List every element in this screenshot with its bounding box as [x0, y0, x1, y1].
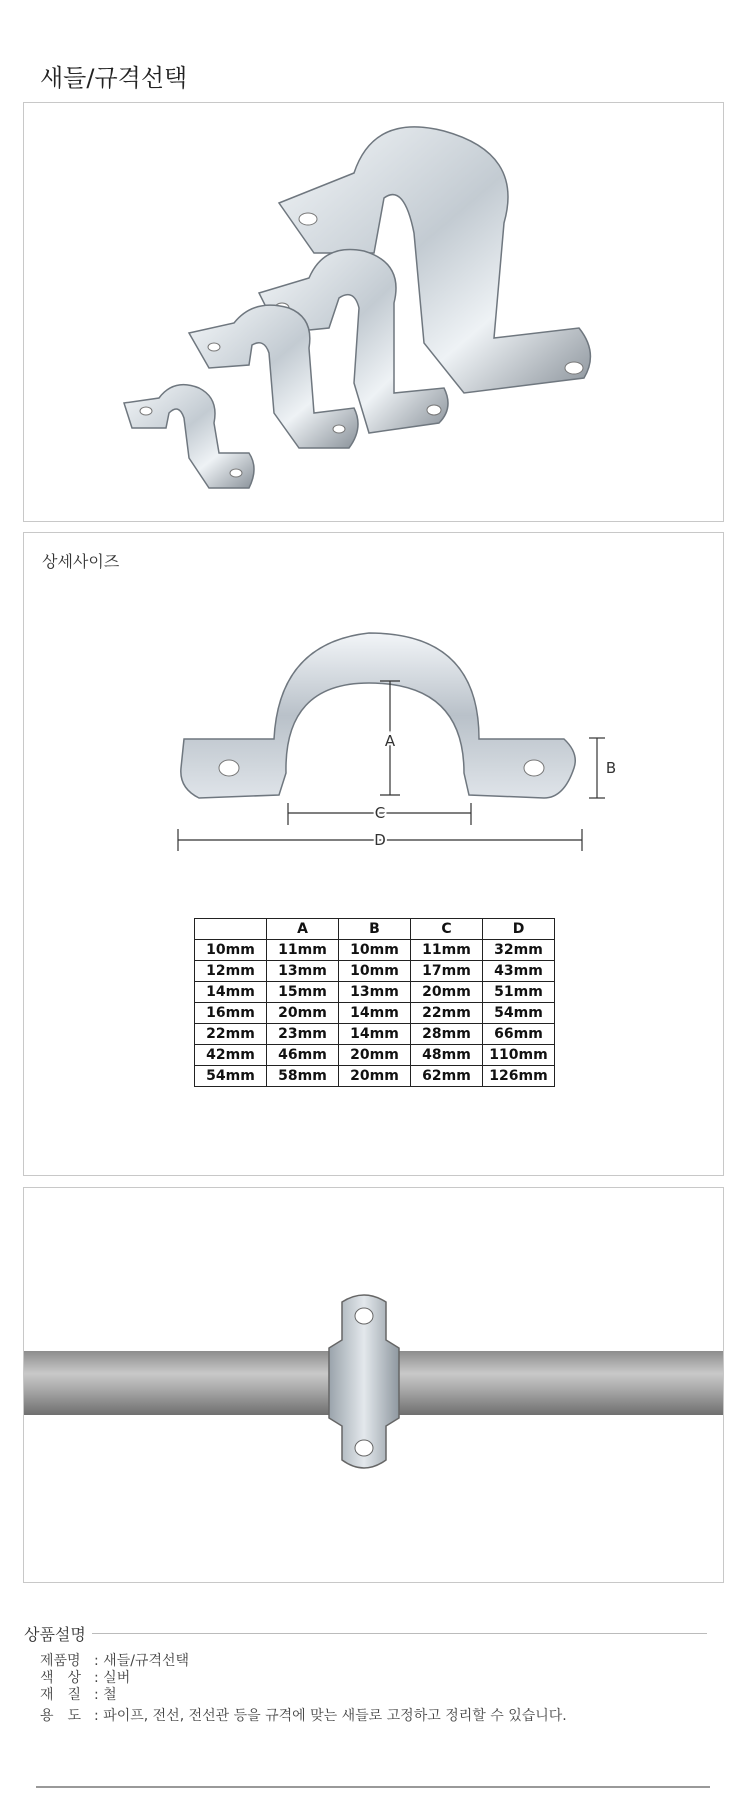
table-cell: 28mm [411, 1024, 483, 1045]
table-cell: 12mm [195, 961, 267, 982]
table-cell: 43mm [483, 961, 555, 982]
table-cell: 10mm [339, 961, 411, 982]
table-cell: 46mm [267, 1045, 339, 1066]
table-cell: 42mm [195, 1045, 267, 1066]
table-cell: 11mm [411, 940, 483, 961]
detail-size-label: 상세사이즈 [42, 552, 120, 571]
section-divider [92, 1633, 707, 1634]
dimension-b-label: B [605, 759, 617, 777]
size-table-header: A [267, 919, 339, 940]
table-cell: 14mm [339, 1003, 411, 1024]
table-cell: 126mm [483, 1066, 555, 1087]
description-separator: : [94, 1653, 99, 1669]
table-cell: 16mm [195, 1003, 267, 1024]
table-cell: 13mm [267, 961, 339, 982]
saddle-on-pipe [329, 1295, 399, 1468]
table-row [195, 1003, 555, 1024]
description-separator: : [94, 1687, 99, 1703]
table-cell: 14mm [339, 1024, 411, 1045]
table-cell: 51mm [483, 982, 555, 1003]
table-row [195, 940, 555, 961]
clamp-small [124, 385, 254, 488]
table-cell: 10mm [195, 940, 267, 961]
table-cell: 48mm [411, 1045, 483, 1066]
description-key: 색 상 [40, 1670, 82, 1686]
pipe-with-saddle-illustration [24, 1188, 723, 1582]
description-section-title: 상품설명 [24, 1625, 86, 1644]
description-separator: : [94, 1708, 99, 1724]
table-cell: 66mm [483, 1024, 555, 1045]
saddle-clamps-illustration [24, 103, 725, 523]
table-cell: 23mm [267, 1024, 339, 1045]
size-table-header: D [483, 919, 555, 940]
table-cell: 20mm [339, 1045, 411, 1066]
table-cell: 110mm [483, 1045, 555, 1066]
table-cell: 13mm [339, 982, 411, 1003]
description-key: 제품명 [40, 1653, 81, 1669]
dimension-a-label: A [384, 732, 396, 750]
usage-image-panel [23, 1187, 724, 1583]
table-row [195, 1045, 555, 1066]
table-cell: 54mm [195, 1066, 267, 1087]
table-cell: 20mm [339, 1066, 411, 1087]
clamp-diagram [181, 633, 575, 798]
description-value: 실버 [103, 1670, 131, 1686]
table-cell: 62mm [411, 1066, 483, 1087]
size-table-header: C [411, 919, 483, 940]
description-row-material [40, 1684, 117, 1704]
table-cell: 20mm [411, 982, 483, 1003]
dimension-d-label: D [374, 831, 386, 849]
table-cell: 14mm [195, 982, 267, 1003]
dimension-diagram [24, 533, 725, 893]
bottom-divider [36, 1786, 710, 1788]
product-image-panel [23, 102, 724, 522]
table-cell: 22mm [411, 1003, 483, 1024]
description-value: 새들/규격선택 [103, 1653, 190, 1669]
table-row [195, 1066, 555, 1087]
table-row [195, 982, 555, 1003]
table-cell: 15mm [267, 982, 339, 1003]
table-cell: 58mm [267, 1066, 339, 1087]
size-table-header-row [195, 919, 555, 940]
table-cell: 54mm [483, 1003, 555, 1024]
table-cell: 17mm [411, 961, 483, 982]
dimension-c-label: C [374, 804, 386, 822]
description-separator: : [94, 1670, 99, 1686]
page-title: 새들/규격선택 [40, 64, 188, 92]
table-cell: 20mm [267, 1003, 339, 1024]
table-row [195, 961, 555, 982]
size-table-header [195, 919, 267, 940]
description-key: 용 도 [40, 1708, 82, 1724]
description-value: 파이프, 전선, 전선관 등을 규격에 맞는 새들로 고정하고 정리할 수 있습니다. [103, 1708, 567, 1724]
size-table-header: B [339, 919, 411, 940]
table-cell: 32mm [483, 940, 555, 961]
description-value: 철 [103, 1687, 117, 1703]
table-row [195, 1024, 555, 1045]
table-cell: 11mm [267, 940, 339, 961]
detail-size-panel [23, 532, 724, 1176]
table-cell: 10mm [339, 940, 411, 961]
table-cell: 22mm [195, 1024, 267, 1045]
dimension-b-line [589, 738, 605, 798]
size-table [194, 918, 555, 1087]
description-key: 재 질 [40, 1687, 82, 1703]
description-row-usage [40, 1705, 567, 1725]
